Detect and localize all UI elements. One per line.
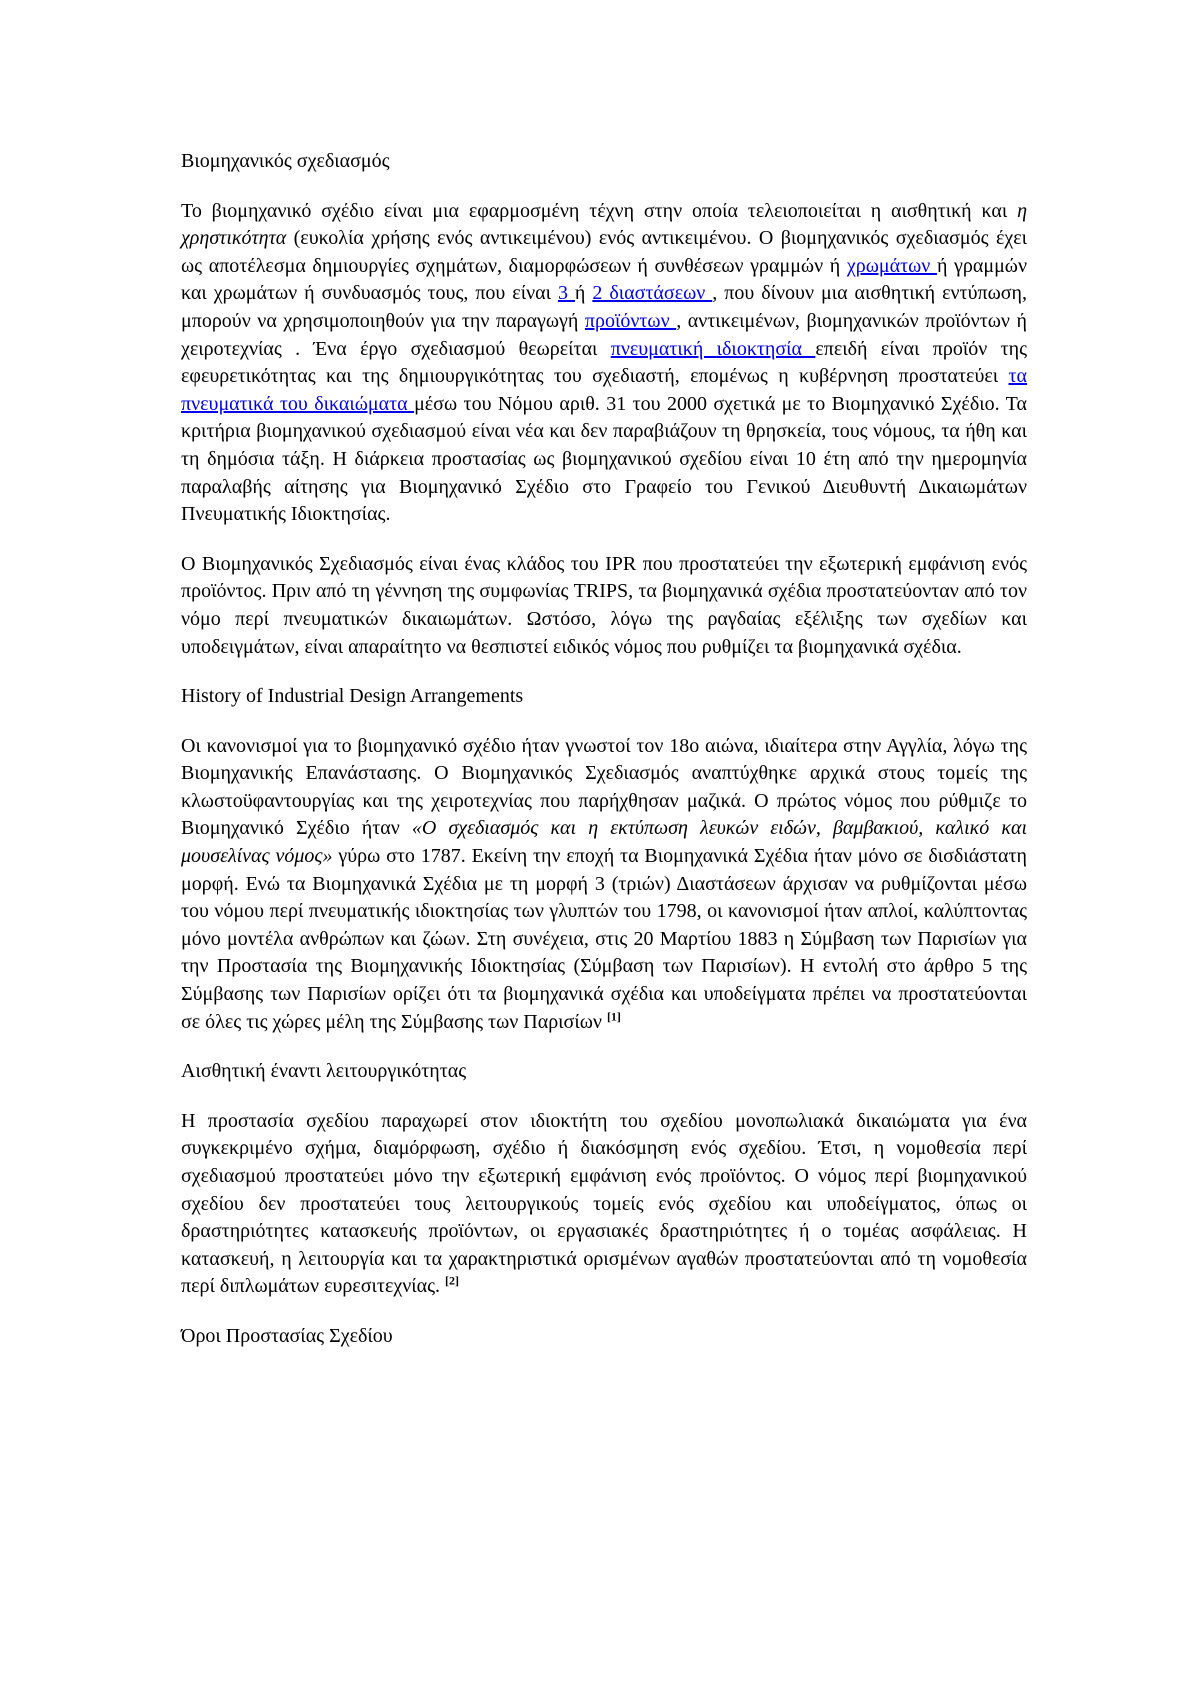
text-run: επειδή είναι προϊόν της εφευρετικότητας και της δημιουργικότητας του σχεδιαστή, επομένως η κυβέρνηση προστατεύει: [181, 337, 1028, 388]
heading-aesthetics-vs-functionality: Αισθητική έναντι λειτουργικότητας: [181, 1060, 467, 1083]
link-products[interactable]: προϊόντων: [584, 309, 677, 332]
text-run: ή γραμμών και χρωμάτων ή συνδυασμός τους, που είναι: [181, 254, 1028, 305]
link-intellectual-property[interactable]: πνευματική ιδιοκτησία: [610, 337, 816, 360]
footnote-ref-2[interactable]: [2]: [445, 1273, 460, 1288]
heading-design-protection-terms: Όροι Προστασίας Σχεδίου: [181, 1324, 393, 1347]
text-run: Οι κανονισμοί για το βιομηχανικό σχέδιο ήταν γνωστοί τον 18ο αιώνα, ιδιαίτερα στην Αγγλία, λόγω της Βιομηχανικής Επανάστασης. Ο Βιομηχανικός Σχεδιασμός αναπτύχθηκε αρχικά στους τομείς της κλωστοϋφαντουργίας και της χειροτεχνίας που παρήχθησαν μαζικά. Ο πρώτος νόμος που ρύθμιζε το Βιομηχανικό Σχέδιο ήταν: [181, 734, 1027, 840]
heading-industrial-design: Βιομηχανικός σχεδιασμός: [181, 150, 390, 172]
text-run: , αντικειμένων, βιομηχανικών προϊόντων ή χειροτεχνίας . Ένα έργο σχεδιασμού θεωρείται: [181, 309, 1027, 360]
italic-run: «Ο σχεδιασμός και η εκτύπωση λευκών ειδών, βαμβακιού, καλικό και μουσελίνας νόμος»: [181, 817, 1027, 868]
text-run: Η προστασία σχεδίου παραχωρεί στον ιδιοκτήτη του σχεδίου μονοπωλιακά δικαιώματα για ένα συγκεκριμένο σχήμα, διαμόρφωση, σχέδιο ή διακόσμηση ενός σχεδίου. Έτσι, η νομοθεσία περί σχεδιασμού προστατεύει μόνο την εξωτερική εμφάνιση ενός προϊόντος. Ο νόμος περί βιομηχανικού σχεδίου δεν προστατεύει τους λειτουργικούς τομείς ενός σχεδίου και υποδείγματος, όπως οι δραστηριότητες κατασκευής προϊόντων, οι εργασιακές δραστηριότητες ή ο τομέας ασφάλειας. Η κατασκευή, η λειτουργία και τα χαρακτηριστικά ορισμένων αγαθών προστατεύονται από τη νομοθεσία περί διπλωμάτων ευρεσιτεχνίας.: [181, 1109, 1027, 1298]
paragraph-ipr-branch: Ο Βιομηχανικός Σχεδιασμός είναι ένας κλάδος του IPR που προστατεύει την εξωτερική εμφάνιση ενός προϊόντος. Πριν από τη γέννηση της συμφωνίας TRIPS, τα βιομηχανικά σχέδια προστατεύονταν από τον νόμο περί πνευματικών δικαιωμάτων. Ωστόσο, λόγω της ραγδαίας εξέλιξης των σχεδίων και υποδειγμάτων, είναι απαραίτητο να θεσπιστεί ειδικός νόμος που ρυθμίζει τα βιομηχανικά σχέδια.: [181, 552, 1027, 658]
link-2d[interactable]: 2 διαστάσεων: [592, 282, 713, 305]
footnote-ref-1[interactable]: [1]: [606, 1008, 621, 1023]
text-run: ή: [574, 282, 593, 305]
paragraph-protection-scope: [181, 1108, 1027, 1301]
paragraph-history: [181, 733, 1027, 1037]
text-run: γύρω στο 1787. Εκείνη την εποχή τα Βιομηχανικά Σχέδια ήταν μόνο σε δισδιάστατη μορφή. Ενώ τα Βιομηχανικά Σχέδια με τη μορφή 3 (τριών) Διαστάσεων άρχισαν να ρυθμίζονται μέσω του νόμου περί πνευματικής ιδιοκτησίας των γλυπτών του 1798, οι κανονισμοί ήταν απλοί, καλύπτοντας μόνο μοντέλα ανθρώπων και ζώων. Στη συνέχεια, στις 20 Μαρτίου 1883 η Σύμβαση των Παρισίων για την Προστασία της Βιομηχανικής Ιδιοκτησίας (Σύμβαση των Παρισίων). Η εντολή στο άρθρο 5 της Σύμβασης των Παρισίων ορίζει ότι τα βιομηχανικά σχέδια και υποδείγματα πρέπει να προστατεύονται σε όλες τις χώρες μέλη της Σύμβασης των Παρισίων: [181, 845, 1027, 1033]
link-colors[interactable]: χρωμάτων: [846, 254, 937, 277]
text-run: Το βιομηχανικό σχέδιο είναι μια εφαρμοσμένη τέχνη στην οποία τελειοποιείται η αισθητική και: [181, 199, 1018, 222]
link-copyrights[interactable]: τα πνευματικά του δικαιώματα: [181, 365, 1027, 415]
document-body: [181, 148, 1027, 1373]
heading-history: History of Industrial Design Arrangements: [181, 685, 524, 708]
link-3d[interactable]: 3: [557, 282, 575, 305]
text-run: μέσω του Νόμου αριθ. 31 του 2000 σχετικά με το Βιομηχανικό Σχέδιο. Τα κριτήρια βιομηχανικού σχεδιασμού είναι νέα και δεν παραβιάζουν τη θρησκεία, τους νόμους, τα ήθη και τη δημόσια τάξη. Η διάρκεια προστασίας ως βιομηχανικού σχεδίου είναι 10 έτη από την ημερομηνία παραλαβής αίτησης για Βιομηχανικό Σχέδιο στο Γραφείο του Γενικού Διευθυντή Δικαιωμάτων Πνευματικής Ιδιοκτησίας.: [181, 392, 1027, 526]
paragraph-definition: [181, 198, 1027, 529]
text-run: (ευκολία χρήσης ενός αντικειμένου) ενός αντικειμένου. Ο βιομηχανικός σχεδιασμός έχει ως αποτέλεσμα δημιουργίες σχημάτων, διαμορφώσεων ή συνθέσεων γραμμών ή: [181, 227, 1027, 277]
italic-run: η χρηστικότητα: [181, 199, 1027, 250]
text-run: , που δίνουν μια αισθητική εντύπωση, μπορούν να χρησιμοποιηθούν για την παραγωγή: [181, 282, 1027, 332]
